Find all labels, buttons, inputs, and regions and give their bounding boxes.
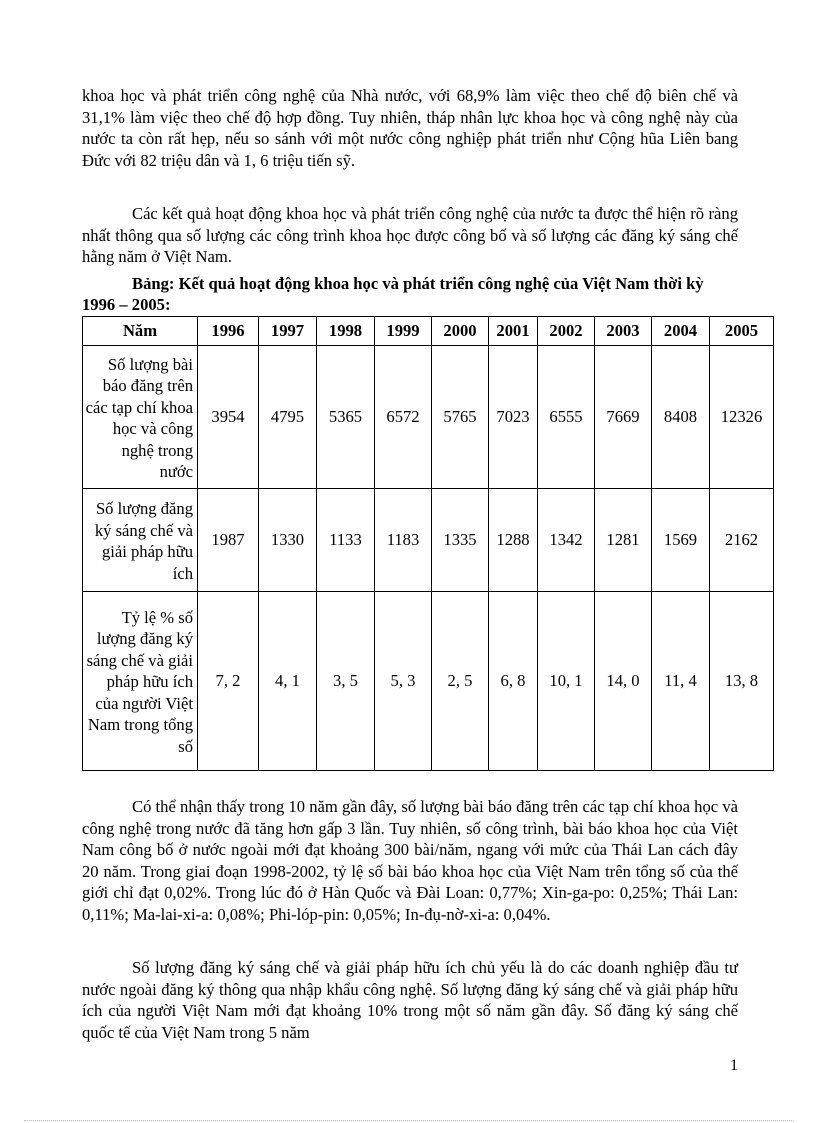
table-cell: 6572 [375,346,432,489]
paragraph-2: Các kết quả hoạt động khoa học và phát triển công nghệ của nước ta được thể hiện rõ ràng nhất thông qua số lượng các công trình khoa học được công bố và số lượng các đăng ký sáng chế hằng năm ở Việt Nam. [82,204,738,267]
paragraph-1: khoa học và phát triển công nghệ của Nhà nước, với 68,9% làm việc theo chế độ biên chế và 31,1% làm việc theo chế độ hợp đồng. Tuy nhiên, tháp nhân lực khoa học và công nghệ này của nước ta còn rất hẹp, nếu so sánh với một nước công nghiệp phát triển như Cộng hũa Liên bang Đức với 82 triệu dân và 1, 6 triệu tiến sỹ. [82,86,738,170]
table-cell: 11, 4 [652,592,710,771]
table-cell: 1987 [198,489,259,592]
row-label: Số lượng đăng ký sáng chế và giải pháp hữu ích [83,489,198,592]
paragraph-4: Số lượng đăng ký sáng chế và giải pháp hữu ích chủ yếu là do các doanh nghiệp đầu tư nước ngoài đăng ký thông qua nhập khẩu công nghệ. Số lượng đăng ký sáng chế và giải pháp hữu ích của người Việt Nam mới đạt khoảng 10% trong một số năm gần đây. Số đăng ký sáng chế quốc tế của Việt Nam trong 5 năm [82,958,738,1042]
table-cell: 1330 [259,489,317,592]
header-cell: 2001 [489,317,538,346]
table-cell: 1342 [538,489,595,592]
table-cell: 7023 [489,346,538,489]
table-cell: 5765 [432,346,489,489]
header-cell: 1999 [375,317,432,346]
table-cell: 7669 [595,346,652,489]
header-cell-year: Năm [83,317,198,346]
page-number: 1 [730,1057,738,1074]
table-row [83,489,774,592]
table-cell: 4, 1 [259,592,317,771]
header-cell: 2005 [710,317,774,346]
table-cell: 6555 [538,346,595,489]
table-cell: 3954 [198,346,259,489]
table-cell: 1133 [317,489,375,592]
table-cell: 1569 [652,489,710,592]
header-cell: 2003 [595,317,652,346]
table-cell: 1281 [595,489,652,592]
table-cell: 5365 [317,346,375,489]
table-cell: 2, 5 [432,592,489,771]
table-cell: 6, 8 [489,592,538,771]
table-cell: 5, 3 [375,592,432,771]
header-cell: 1996 [198,317,259,346]
table-cell: 1288 [489,489,538,592]
header-cell: 2004 [652,317,710,346]
header-cell: 1997 [259,317,317,346]
table-cell: 13, 8 [710,592,774,771]
header-cell: 2000 [432,317,489,346]
table-row [83,592,774,771]
page-bottom-divider [24,1120,794,1121]
table-row [83,346,774,489]
table-cell: 12326 [710,346,774,489]
table-cell: 1183 [375,489,432,592]
table-cell: 10, 1 [538,592,595,771]
header-cell: 2002 [538,317,595,346]
table-cell: 8408 [652,346,710,489]
table-cell: 7, 2 [198,592,259,771]
table-cell: 3, 5 [317,592,375,771]
table-header-row [83,317,774,346]
paragraph-3: Có thể nhận thấy trong 10 năm gần đây, số lượng bài báo đăng trên các tạp chí khoa học và công nghệ trong nước đã tăng hơn gấp 3 lần. Tuy nhiên, số công trình, bài báo khoa học của Việt Nam công bố ở nước ngoài mới đạt khoảng 300 bài/năm, ngang với mức của Thái Lan cách đây 20 năm. Trong giai đoạn 1998-2002, tỷ lệ số bài báo khoa học của Việt Nam trên tổng số của thế giới chỉ đạt 0,02%. Trong lúc đó ở Hàn Quốc và Đài Loan: 0,77%; Xin-ga-po: 0,25%; Thái Lan: 0,11%; Ma-lai-xi-a: 0,08%; Phi-lóp-pin: 0,05%; In-đụ-nờ-xi-a: 0,04%. [82,797,738,924]
table-cell: 4795 [259,346,317,489]
row-label: Số lượng bài báo đăng trên các tạp chí khoa học và công nghệ trong nước [83,346,198,489]
row-label: Tỷ lệ % số lượng đăng ký sáng chế và giải pháp hữu ích của người Việt Nam trong tổng số [83,592,198,771]
table-cell: 1335 [432,489,489,592]
table-cell: 14, 0 [595,592,652,771]
header-cell: 1998 [317,317,375,346]
table-caption: Bảng: Kết quả hoạt động khoa học và phát triển công nghệ của Việt Nam thời kỳ 1996 – 2005: [82,274,704,314]
table-cell: 2162 [710,489,774,592]
results-table [82,316,774,771]
